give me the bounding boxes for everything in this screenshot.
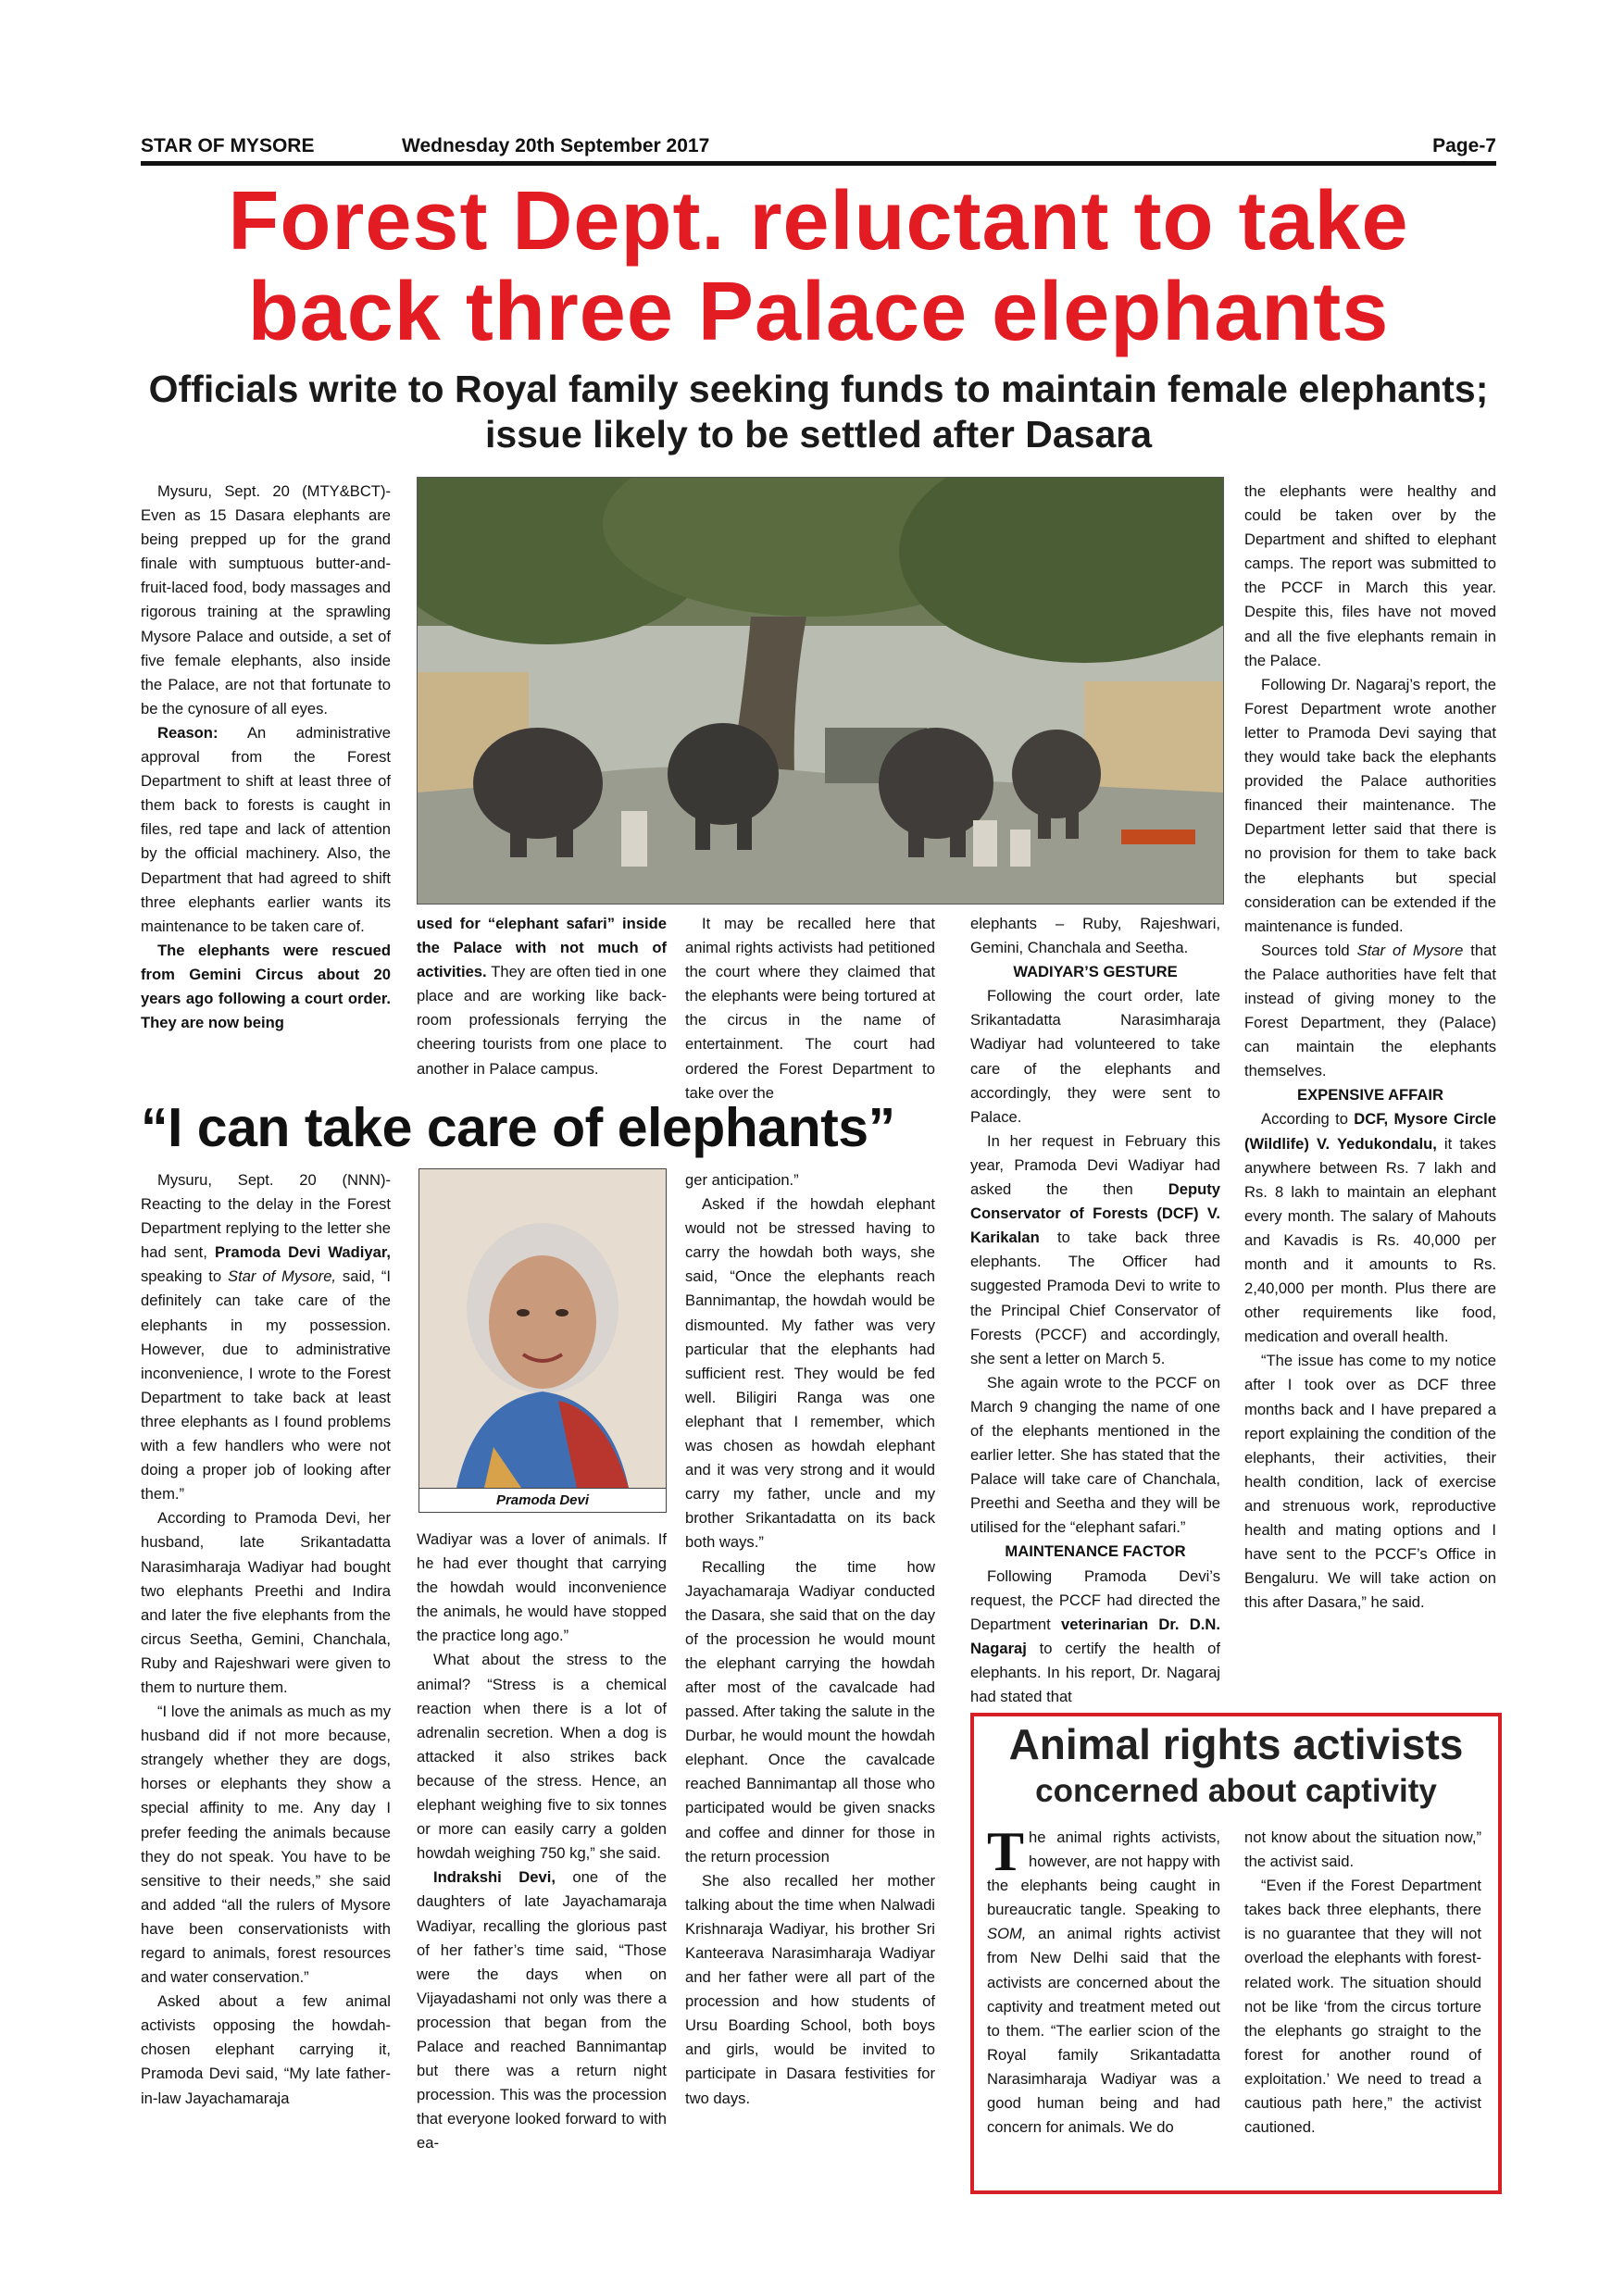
paragraph-text: an animal rights activist from New Delhi said that the activists are concerned about the captivity and treatment meted out to them. “The earlier scion of the Royal family Srikantadatta Narasimharaja Wadiyar was a good human being and had concern for animals. We do — [987, 1925, 1220, 2137]
paragraph-text: Wadiyar was a lover of animals. If he had ever thought that carrying the howdah would inconvenience the animals, he would have stopped the practice long ago.” — [417, 1530, 667, 1645]
paragraph-lead: Indrakshi Devi, — [433, 1868, 556, 1887]
story1-paragraph — [970, 1371, 1220, 1541]
paragraph-text: that the Palace authorities have felt that instead of giving money to the Forest Department, they (Palace) can maintain the elephants themselves. — [1244, 941, 1496, 1080]
paragraph-text: Asked about a few animal activists opposing the howdah-chosen elephant carrying it, Pramoda Devi said, “My late father-in-law Jayachamaraja — [141, 1992, 391, 2107]
box-paragraph: not know about the situation now,” the activist said. — [1244, 1828, 1481, 1871]
story1-paragraph — [970, 1565, 1220, 1710]
story1-paragraph — [1244, 939, 1496, 1084]
paragraph-text: They are often tied in one place and are working like back-room professionals ferrying the cheering tourists from one place to another in Palace campus. — [417, 963, 667, 1078]
paragraph-text: “The issue has come to my notice after I took over as DCF three months back and I have prepared a report explaining the condition of the elephants, their activities, their health condition, lack of exercise and strenuous work, reproductive health and mating options and I have sent to the PCCF’s Office in Bengaluru. We will take action on this after Dasara,” he said. — [1244, 1352, 1496, 1612]
paragraph-text: Recalling the time how Jayachamaraja Wadiyar conducted the Dasara, she said that on the day of the procession he would mount the elephant carrying the howdah after most of the cavalcade had passed. After taking the salute in the Durbar, he would mount the howdah elephant. Once the cavalcade reached Bannimantap all those who participated would be given snacks and coffee and dinner for those in the return procession — [685, 1557, 935, 1866]
photo-caption: Pramoda Devi — [419, 1488, 666, 1513]
portrait-graphic — [419, 1169, 666, 1488]
story2-column-2 — [417, 1528, 667, 2187]
story1-paragraph — [141, 480, 391, 721]
paragraph-text: According to Pramoda Devi, her husband, late Srikantadatta Narasimharaja Wadiyar had bought two elephants Preethi and Indira and later the five elephants from the circus Seetha, Gemini, Chanchala, Ruby and Rajeshwari were given to them to nurture them. — [141, 1509, 391, 1696]
paragraph-text: According to — [1261, 1110, 1355, 1129]
main-subheadline: Officials write to Royal family seeking funds to maintain female elephants; issue likely to be settled after Dasara — [148, 368, 1489, 455]
paragraph-italic: SOM, — [987, 1925, 1027, 1943]
story2-column-3 — [685, 1168, 935, 2187]
story2-paragraph — [685, 1192, 935, 1554]
paragraph-italic: Star of Mysore, — [228, 1267, 337, 1286]
drop-cap: T — [987, 1821, 1025, 1882]
paragraph-lead: Pramoda Devi Wadiyar, — [214, 1243, 391, 1262]
story2-paragraph — [685, 1869, 935, 2111]
paragraph-text: elephants – Ruby, Rajeshwari, Gemini, Chanchala and Seetha. — [970, 915, 1220, 957]
story1-column-3 — [685, 912, 935, 1102]
box-subheadline: concerned about captivity — [1035, 1773, 1437, 1809]
paragraph-text: She again wrote to the PCCF on March 9 changing the name of one of the elephants mentioned in the earlier letter. She has stated that the Palace will take care of Chanchala, Preethi and Seetha and they will be utilised for the “elephant safari.” — [970, 1373, 1220, 1537]
story1-column-4 — [970, 912, 1220, 1708]
story2-paragraph — [141, 1990, 391, 2110]
story2-paragraph — [685, 1555, 935, 1869]
box-headline: Animal rights activists — [1008, 1720, 1464, 1768]
story2-paragraph — [141, 1506, 391, 1700]
story2-paragraph — [417, 1648, 667, 1866]
paragraph-lead: Deputy Conservator of Forests (DCF) V. Karikalan — [970, 1180, 1220, 1247]
pramoda-devi-photo — [418, 1168, 667, 1513]
story2-paragraph — [417, 1528, 667, 1648]
story1-column-5 — [1244, 480, 1496, 1711]
story1-paragraph — [970, 912, 1220, 960]
paragraph-text: to take back three elephants. The Officer had suggested Pramoda Devi to write to the Principal Chief Conservator of Forests (PCCF) and accordingly, she sent a letter on March 5. — [970, 1229, 1220, 1367]
story1-paragraph — [1244, 480, 1496, 673]
paragraph-text: Sources told — [1261, 941, 1357, 959]
paragraph-text: Mysuru, Sept. 20 (MTY&BCT)- Even as 15 Dasara elephants are being prepped up for the grand finale with sumptuous butter-and-fruit-laced food, body massages and rigorous training at the sprawling Mysore Palace and outside, a set of five female elephants, also inside the Palace, are not that fortunate to be the cynosure of all eyes. — [141, 482, 391, 718]
paragraph-text: to certify the health of elephants. In his report, Dr. Nagaraj had stated that — [970, 1639, 1220, 1705]
paragraph-text: ger anticipation.” — [685, 1171, 799, 1189]
main-headline: Forest Dept. reluctant to take back three Palace elephants — [228, 175, 1409, 358]
paragraph-text: one of the daughters of late Jayachamaraja Wadiyar, recalling the glorious past of her father’s time said, “Those were the days when on Vijayadashami not only was there a procession that began from the Palace and reached Bannimantap but there was a return night procession. This was the procession that everyone looked forward to with ea- — [417, 1868, 667, 2152]
story1-crosshead: MAINTENANCE FACTOR — [1005, 1542, 1186, 1561]
story1-column-1 — [141, 480, 391, 1091]
paragraph-italic: Star of Mysore — [1356, 941, 1464, 959]
story2-paragraph — [685, 1168, 935, 1192]
paragraph-lead: veterinarian Dr. D.N. Nagaraj — [970, 1615, 1220, 1657]
paragraph-text: it takes anywhere between Rs. 7 lakh and Rs. 8 lakh to maintain an elephant every month. The salary of Mahouts and Kavadis is Rs. 40,000 per month and it amounts to Rs. 2,40,000 per month. Plus there are other requirements like food, medication and overall health. — [1244, 1134, 1496, 1346]
story1-paragraph — [1244, 673, 1496, 939]
paragraph-lead: Reason: — [157, 723, 219, 742]
portrait-image — [419, 1169, 666, 1488]
paragraph-text: An administrative approval from the Forest Department to shift at least three of them back to forests is caught in files, red tape and lack of attention by the official machinery. Also, the Department that had agreed to shift three elephants earlier wants its maintenance to be taken care of. — [141, 723, 391, 935]
story1-paragraph — [685, 912, 935, 1105]
paragraph-text: Mysuru, Sept. 20 (NNN)- Reacting to the delay in the Forest Department replying to the letter she had sent, — [141, 1171, 391, 1262]
story1-column-2 — [417, 912, 667, 1092]
story1-paragraph — [1244, 1349, 1496, 1615]
box-column-1 — [987, 1821, 1220, 2177]
paragraph-text: Following Dr. Nagaraj’s report, the Forest Department wrote another letter to Pramoda Devi saying that they would take back the elephants provided the Palace authorities financed their maintenance. The Department letter said that there is no provision for them to take back the elephants but special consideration can be extended if the maintenance is funded. — [1244, 675, 1496, 935]
issue-date: Wednesday 20th September 2017 — [402, 135, 710, 156]
paragraph-text: What about the stress to the animal? “Stress is a chemical reaction when there is a lot of adrenalin secretion. When a dog is attacked it also strikes back because of the stress. Hence, an elephant weighing five to six tonnes or more can easily carry a golden howdah weighing 750 kg,” she said. — [417, 1651, 667, 1863]
box-paragraph — [987, 1821, 1220, 2140]
paragraph-text: said, “I definitely can take care of the elephants in my possession. However, due to administrative inconvenience, I wrote to the Forest Department to take back at least three elephants as I found problems with a few handlers who were not doing a proper job of looking after them.” — [141, 1267, 391, 1504]
story2-paragraph — [141, 1168, 391, 1506]
paragraph-text: he animal rights activists, however, are not happy with the elephants being caught in bureaucratic tangle. Speaking to — [987, 1828, 1220, 1919]
story2-column-1 — [141, 1168, 391, 2187]
story1-paragraph — [970, 1129, 1220, 1371]
paragraph-text: She also recalled her mother talking about the time when Nalwadi Krishnaraja Wadiyar, his brother Sri Kanteerava Narasimharaja Wadiyar and her father were all part of the procession and how students of Ursu Boarding School, both boys and girls, would be invited to participate in Dasara festivities for two days. — [685, 1871, 935, 2107]
story1-crosshead: WADIYAR’S GESTURE — [1013, 963, 1178, 981]
elephants-image — [418, 478, 1223, 904]
story2-paragraph — [141, 1700, 391, 1990]
paragraph-text: speaking to — [141, 1267, 229, 1286]
header-rule — [141, 161, 1496, 166]
story1-paragraph — [141, 721, 391, 939]
story2-paragraph — [417, 1866, 667, 2155]
story1-paragraph — [417, 912, 667, 1081]
paragraph-lead: The elephants were rescued from Gemini Circus about 20 years ago following a court order. They are now being — [141, 941, 391, 1032]
story1-crosshead: EXPENSIVE AFFAIR — [1297, 1086, 1443, 1104]
paragraph-text: “I love the animals as much as my husband did if not more because, strangely whether they are dogs, horses or elephants they show a special affinity to me. Any day I prefer feeding the animals because they do not speak. You have to be sensitive to their needs,” she said and added “all the rulers of Mysore have been conservationists with regard to animals, forest resources and water conservation.” — [141, 1703, 391, 1987]
paragraph-lead: DCF, Mysore Circle (Wildlife) V. Yedukondalu, — [1244, 1110, 1496, 1153]
page-number: Page-7 — [1432, 135, 1496, 156]
paragraph-text: In her request in February this year, Pramoda Devi Wadiyar had asked the then — [970, 1131, 1220, 1199]
box-paragraph: “Even if the Forest Department takes back three elephants, there is no guarantee that they will not overload the elephants with forest-related work. The situation should not be like ‘from the circus torture the elephants go straight to the forest for another round of exploitation.’ We need to tread a cautious path here,” the activist cautioned. — [1244, 1877, 1481, 2137]
story1-paragraph — [141, 939, 391, 1035]
elephants-photo — [417, 477, 1224, 905]
publication-name: STAR OF MYSORE — [141, 135, 315, 156]
paragraph-text: the elephants were healthy and could be taken over by the Department and shifted to elephant camps. The report was submitted to the PCCF in March this year. Despite this, files have not moved and all the five elephants remain in the Palace. — [1244, 482, 1496, 669]
paragraph-text: It may be recalled here that animal rights activists had petitioned the court where they claimed that the elephants were being tortured at the circus in the name of entertainment. The court had ordered the Forest Department to take over the — [685, 915, 935, 1102]
box-column-2 — [1244, 1826, 1481, 2177]
paragraph-text: Following Pramoda Devi’s request, the PCCF had directed the Department — [970, 1566, 1220, 1633]
story2-headline: “I can take care of elephants” — [141, 1097, 895, 1158]
paragraph-text: Following the court order, late Srikantadatta Narasimharaja Wadiyar had volunteered to take care of the elephants and accordingly, they were sent to Palace. — [970, 987, 1220, 1126]
story1-paragraph — [1244, 1107, 1496, 1349]
paragraph-text: Asked if the howdah elephant would not be stressed having to carry the howdah both ways, she said, “Once the elephants reach Bannimantap, the howdah would be dismounted. My father was very particular that the elephants had sufficient rest. They would be fed well. Biligiri Ranga was one elephant that I remember, which was chosen as howdah elephant and it was very strong and it would carry my father, uncle and my brother Srikantadatta on its back both ways.” — [685, 1195, 935, 1552]
paragraph-lead: used for “elephant safari” inside the Palace with not much of activities. — [417, 915, 667, 981]
story1-paragraph — [970, 984, 1220, 1129]
